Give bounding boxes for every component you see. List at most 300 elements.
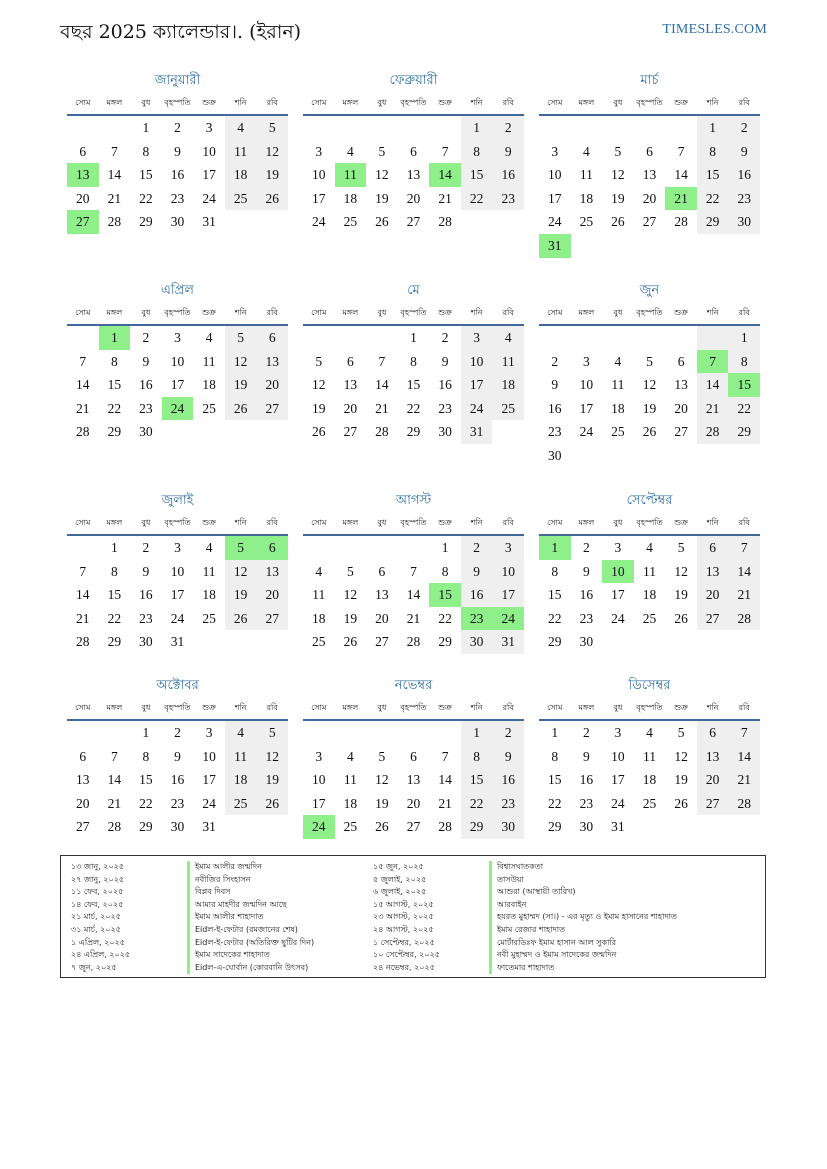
- holiday-name: আরবাইন: [497, 899, 526, 912]
- holiday-day: 21: [665, 187, 697, 211]
- calendar-day: 29: [438, 634, 452, 650]
- calendar-day: 11: [492, 350, 524, 374]
- empty-day: [366, 116, 398, 140]
- weekday-label: সোম: [75, 98, 91, 107]
- empty-day: [634, 326, 666, 350]
- calendar-day: 7: [728, 721, 760, 745]
- calendar-day: 18: [225, 768, 257, 792]
- calendar-day: 25: [611, 424, 625, 440]
- calendar-day: 26: [375, 819, 389, 835]
- calendar-day: 12: [225, 560, 257, 584]
- calendar-day: 1: [142, 725, 150, 740]
- month-block: [539, 70, 760, 258]
- holiday-row: [363, 962, 763, 975]
- calendar-day: 8: [461, 745, 493, 769]
- holiday-day: 1: [539, 536, 571, 560]
- holiday-row: [363, 899, 763, 912]
- calendar-day: 25: [642, 610, 657, 626]
- weekday-label: মঙ্গল: [578, 308, 595, 317]
- calendar-day: 4: [315, 563, 323, 579]
- holiday-day: 24: [492, 607, 524, 631]
- weekday-label: বৃহস্পতি: [164, 518, 191, 527]
- holiday-date: ১৪ ফেব, ২০২৫: [71, 899, 124, 909]
- month-name: ফেব্রুয়ারী: [389, 73, 438, 88]
- calendar-day: 30: [548, 447, 562, 463]
- calendar-day: 12: [674, 563, 688, 579]
- weekday-label: সোম: [75, 518, 91, 527]
- calendar-day: 11: [225, 140, 257, 164]
- calendar-day: 21: [438, 190, 452, 206]
- weekday-header: [539, 697, 760, 721]
- empty-day: [67, 536, 99, 560]
- calendar-day: 5: [225, 326, 257, 350]
- calendar-day: 28: [76, 634, 90, 650]
- weekday-label: মঙ্গল: [106, 518, 123, 527]
- calendar-day: 28: [728, 792, 760, 816]
- calendar-day: 6: [697, 721, 729, 745]
- month-name: নভেম্বর: [394, 678, 433, 693]
- calendar-day: 1: [441, 540, 449, 555]
- day-grid: [539, 721, 760, 839]
- calendar-day: 10: [548, 167, 562, 183]
- calendar-day: 5: [677, 725, 685, 740]
- calendar-day: 2: [142, 330, 150, 345]
- holiday-name: ইমাম আলীর শাহাদাত: [195, 911, 264, 924]
- calendar-day: 19: [674, 772, 688, 788]
- weekday-label: শুক্র: [202, 308, 216, 317]
- calendar-day: 3: [582, 353, 590, 369]
- holiday-row: [61, 937, 401, 950]
- holiday-name: ইমাম রেজার শাহাদাত: [497, 924, 565, 937]
- calendar-day: 21: [107, 190, 122, 206]
- calendar-day: 20: [256, 583, 288, 607]
- calendar-day: 18: [202, 377, 216, 393]
- calendar-day: 4: [646, 725, 653, 740]
- calendar-day: 24: [548, 214, 562, 230]
- empty-day: [67, 326, 99, 350]
- holiday-row: [363, 861, 763, 874]
- calendar-day: 17: [548, 190, 562, 206]
- calendar-day: 5: [256, 721, 288, 745]
- calendar-day: 4: [225, 116, 257, 140]
- empty-day: [665, 326, 697, 350]
- calendar-day: 13: [375, 587, 389, 603]
- calendar-day: 5: [646, 353, 653, 369]
- calendar-day: 22: [107, 400, 122, 416]
- calendar-day: 4: [582, 143, 590, 159]
- calendar-day: 11: [202, 353, 216, 369]
- weekday-label: বুধ: [377, 308, 387, 317]
- holiday-date: ১১ ফেব, ২০২৫: [71, 887, 124, 897]
- calendar-day: 14: [697, 373, 729, 397]
- weekday-label: রবি: [502, 98, 514, 107]
- weekday-label: শনি: [234, 703, 247, 712]
- weekday-label: সোম: [547, 308, 563, 317]
- calendar-day: 30: [139, 634, 153, 650]
- calendar-day: 23: [139, 400, 153, 416]
- month-block: [67, 280, 288, 444]
- empty-day: [335, 116, 367, 140]
- holiday-day: 24: [162, 397, 194, 421]
- calendar-day: 19: [611, 190, 625, 206]
- calendar-day: 13: [674, 377, 688, 393]
- calendar-day: 16: [438, 377, 452, 393]
- weekday-label: শনি: [234, 518, 247, 527]
- calendar-day: 13: [76, 772, 90, 788]
- calendar-day: 8: [551, 563, 559, 579]
- empty-day: [697, 326, 729, 350]
- calendar-day: 4: [205, 330, 213, 345]
- calendar-day: 24: [202, 795, 216, 811]
- weekday-label: শুক্র: [674, 98, 688, 107]
- calendar-day: 21: [76, 400, 90, 416]
- holiday-date: ১৫ জুন, ২০২৫: [373, 862, 424, 871]
- empty-day: [303, 326, 335, 350]
- calendar-day: 21: [697, 397, 729, 421]
- calendar-day: 28: [107, 819, 122, 835]
- holiday-day: 24: [303, 815, 335, 839]
- empty-day: [429, 116, 461, 140]
- empty-day: [303, 116, 335, 140]
- calendar-day: 3: [551, 143, 559, 159]
- holiday-name: বিশ্বাসঘাতকতা: [497, 861, 543, 874]
- weekday-label: মঙ্গল: [342, 703, 359, 712]
- calendar-day: 15: [548, 587, 562, 603]
- calendar-day: 8: [441, 563, 449, 579]
- weekday-label: শনি: [470, 518, 483, 527]
- brand-link[interactable]: TIMESLES.COM: [662, 22, 767, 37]
- calendar-day: 15: [548, 772, 562, 788]
- calendar-day: 5: [346, 563, 354, 579]
- calendar-day: 6: [79, 143, 87, 159]
- calendar-day: 15: [139, 167, 153, 183]
- calendar-day: 1: [697, 116, 729, 140]
- calendar-day: 5: [378, 748, 386, 764]
- weekday-label: বুধ: [377, 703, 387, 712]
- calendar-day: 8: [551, 748, 559, 764]
- holiday-name: Eidল-এ-ঘোর্বান (কোরবানি উৎসব): [195, 962, 308, 975]
- calendar-day: 25: [202, 610, 216, 626]
- calendar-day: 4: [646, 540, 653, 555]
- holiday-date: ১৩ জানু, ২০২৫: [71, 862, 125, 871]
- calendar-day: 22: [438, 610, 452, 626]
- page-title: বছর 2025 ক্যালেন্ডার।. (ইরান): [60, 21, 302, 43]
- month-name: জুন: [639, 283, 660, 298]
- calendar-day: 15: [406, 377, 421, 393]
- calendar-day: 26: [375, 214, 389, 230]
- calendar-day: 28: [438, 819, 452, 835]
- weekday-label: বৃহস্পতি: [636, 308, 663, 317]
- calendar-day: 16: [139, 587, 153, 603]
- calendar-day: 2: [441, 330, 449, 345]
- calendar-day: 28: [107, 214, 122, 230]
- day-grid: [303, 116, 524, 234]
- holiday-day: 31: [539, 234, 571, 258]
- holiday-row: [61, 874, 401, 887]
- weekday-label: শুক্র: [202, 98, 216, 107]
- calendar-day: 25: [312, 634, 326, 650]
- weekday-label: বৃহস্পতি: [164, 98, 191, 107]
- calendar-day: 11: [225, 745, 257, 769]
- weekday-header: [303, 302, 524, 326]
- weekday-label: সোম: [75, 703, 91, 712]
- weekday-label: সোম: [75, 308, 91, 317]
- calendar-day: 6: [79, 748, 87, 764]
- empty-day: [366, 721, 398, 745]
- holiday-day: 23: [461, 607, 493, 631]
- holiday-date: ১ এপ্রিল, ২০২৫: [71, 937, 125, 947]
- weekday-label: বৃহস্পতি: [164, 703, 191, 712]
- calendar-day: 14: [76, 587, 90, 603]
- weekday-header: [539, 92, 760, 116]
- weekday-label: শুক্র: [438, 98, 452, 107]
- calendar-day: 19: [256, 768, 288, 792]
- calendar-day: 27: [76, 819, 90, 835]
- holiday-day: 5: [225, 536, 257, 560]
- calendar-day: 8: [728, 350, 760, 374]
- holiday-day: 13: [67, 163, 99, 187]
- calendar-day: 1: [461, 116, 493, 140]
- calendar-day: 20: [375, 610, 389, 626]
- calendar-day: 20: [406, 795, 421, 811]
- month-block: [539, 490, 760, 654]
- holiday-date: ৫ জুলাই, ২০২৫: [373, 874, 427, 884]
- calendar-day: 4: [346, 748, 354, 764]
- calendar-day: 13: [406, 167, 421, 183]
- calendar-day: 10: [611, 748, 625, 764]
- weekday-header: [67, 697, 288, 721]
- empty-day: [398, 721, 430, 745]
- calendar-day: 22: [548, 610, 562, 626]
- month-name: জুলাই: [161, 493, 194, 508]
- calendar-day: 12: [225, 350, 257, 374]
- calendar-day: 12: [256, 745, 288, 769]
- calendar-day: 28: [375, 424, 389, 440]
- calendar-day: 20: [343, 400, 358, 416]
- calendar-day: 7: [677, 143, 685, 159]
- empty-day: [634, 116, 666, 140]
- calendar-day: 18: [642, 587, 657, 603]
- holiday-list: [60, 855, 766, 978]
- calendar-day: 27: [697, 792, 729, 816]
- calendar-day: 9: [441, 353, 449, 369]
- calendar-day: 29: [406, 424, 421, 440]
- calendar-day: 6: [256, 326, 288, 350]
- calendar-day: 16: [728, 163, 760, 187]
- calendar-day: 3: [315, 748, 323, 764]
- calendar-day: 10: [170, 353, 185, 369]
- weekday-label: বৃহস্পতি: [164, 308, 191, 317]
- calendar-day: 2: [174, 120, 181, 135]
- weekday-label: বৃহস্পতি: [636, 703, 663, 712]
- calendar-day: 16: [579, 772, 594, 788]
- calendar-day: 11: [611, 377, 625, 393]
- calendar-day: 11: [312, 587, 326, 603]
- weekday-label: সোম: [311, 518, 327, 527]
- weekday-label: রবি: [738, 98, 750, 107]
- day-grid: [539, 116, 760, 258]
- weekday-label: সোম: [547, 703, 563, 712]
- calendar-day: 13: [256, 350, 288, 374]
- weekday-label: বৃহস্পতি: [400, 98, 427, 107]
- calendar-day: 23: [579, 610, 594, 626]
- holiday-day: 11: [335, 163, 367, 187]
- calendar-day: 2: [174, 725, 181, 740]
- calendar-day: 20: [697, 768, 729, 792]
- calendar-day: 23: [139, 610, 153, 626]
- calendar-day: 1: [110, 540, 118, 555]
- calendar-day: 23: [548, 424, 562, 440]
- month-name: আগস্ট: [395, 493, 432, 508]
- calendar-day: 8: [461, 140, 493, 164]
- holiday-row: [363, 886, 763, 899]
- calendar-day: 17: [312, 190, 326, 206]
- holiday-day: 14: [429, 163, 461, 187]
- holiday-name: Eidল-ই-ফেটার (অতিরিক্ত ছুটির দিন): [195, 937, 314, 950]
- month-name: মে: [407, 283, 420, 298]
- calendar-day: 23: [492, 792, 524, 816]
- holiday-row: [363, 937, 763, 950]
- calendar-day: 3: [614, 540, 622, 555]
- calendar-day: 8: [410, 353, 417, 369]
- calendar-day: 20: [76, 795, 90, 811]
- calendar-day: 26: [312, 424, 326, 440]
- calendar-day: 19: [642, 400, 657, 416]
- empty-day: [602, 326, 634, 350]
- holiday-row: [61, 962, 401, 975]
- calendar-day: 15: [461, 163, 493, 187]
- calendar-day: 2: [492, 116, 524, 140]
- weekday-label: শুক্র: [438, 518, 452, 527]
- weekday-label: বৃহস্পতি: [400, 308, 427, 317]
- holiday-row: [363, 911, 763, 924]
- calendar-day: 26: [674, 795, 688, 811]
- day-grid: [67, 326, 288, 444]
- holiday-row: [61, 861, 401, 874]
- month-name: জানুয়ারী: [154, 73, 201, 88]
- calendar-day: 21: [76, 610, 90, 626]
- calendar-day: 21: [406, 610, 421, 626]
- calendar-day: 18: [492, 373, 524, 397]
- calendar-day: 14: [438, 772, 452, 788]
- calendar-day: 19: [256, 163, 288, 187]
- calendar-day: 12: [375, 167, 389, 183]
- weekday-label: রবি: [266, 98, 278, 107]
- empty-day: [335, 326, 367, 350]
- calendar-day: 6: [410, 143, 417, 159]
- month-block: [539, 675, 760, 839]
- calendar-day: 23: [438, 400, 452, 416]
- weekday-label: বুধ: [613, 98, 623, 107]
- calendar-day: 21: [438, 795, 452, 811]
- weekday-label: বুধ: [141, 98, 151, 107]
- calendar-day: 31: [202, 214, 216, 230]
- calendar-day: 3: [461, 326, 493, 350]
- holiday-day: 1: [99, 326, 131, 350]
- empty-day: [539, 116, 571, 140]
- calendar-day: 18: [312, 610, 326, 626]
- weekday-label: শুক্র: [202, 703, 216, 712]
- calendar-day: 7: [79, 353, 87, 369]
- calendar-day: 4: [492, 326, 524, 350]
- holiday-name: Eidল-ই-ফেটার (রমজানের শেষ): [195, 924, 298, 937]
- calendar-day: 2: [551, 353, 559, 369]
- calendar-day: 30: [492, 815, 524, 839]
- month-block: [303, 675, 524, 839]
- weekday-header: [303, 512, 524, 536]
- calendar-day: 5: [256, 116, 288, 140]
- calendar-day: 23: [728, 187, 760, 211]
- calendar-day: 12: [256, 140, 288, 164]
- holiday-day: 6: [256, 536, 288, 560]
- calendar-day: 6: [646, 143, 653, 159]
- month-block: [303, 280, 524, 444]
- calendar-day: 1: [461, 721, 493, 745]
- calendar-day: 2: [582, 540, 590, 555]
- month-name: অক্টোবর: [156, 678, 199, 693]
- calendar-day: 27: [406, 819, 421, 835]
- calendar-day: 27: [406, 214, 421, 230]
- calendar-day: 24: [579, 424, 594, 440]
- calendar-day: 17: [170, 377, 185, 393]
- calendar-day: 11: [642, 748, 656, 764]
- calendar-day: 28: [438, 214, 452, 230]
- empty-day: [67, 721, 99, 745]
- calendar-day: 24: [312, 214, 326, 230]
- calendar-day: 25: [225, 187, 257, 211]
- calendar-day: 25: [225, 792, 257, 816]
- empty-day: [429, 721, 461, 745]
- calendar-day: 29: [548, 634, 562, 650]
- calendar-day: 3: [174, 540, 181, 555]
- calendar-day: 30: [170, 214, 185, 230]
- holiday-day: 10: [602, 560, 634, 584]
- empty-day: [602, 116, 634, 140]
- calendar-day: 26: [674, 610, 688, 626]
- weekday-label: শুক্র: [438, 703, 452, 712]
- calendar-day: 6: [697, 536, 729, 560]
- calendar-day: 7: [441, 143, 449, 159]
- day-grid: [67, 536, 288, 654]
- holiday-day: 7: [697, 350, 729, 374]
- calendar-day: 21: [728, 583, 760, 607]
- calendar-day: 17: [202, 772, 216, 788]
- weekday-header: [67, 92, 288, 116]
- calendar-day: 26: [225, 607, 257, 631]
- weekday-label: রবি: [502, 703, 514, 712]
- weekday-label: মঙ্গল: [106, 98, 123, 107]
- calendar-day: 12: [642, 377, 657, 393]
- calendar-day: 2: [582, 725, 590, 740]
- weekday-label: রবি: [266, 308, 278, 317]
- day-grid: [303, 536, 524, 654]
- holiday-row: [363, 949, 763, 962]
- calendar-day: 9: [582, 563, 590, 579]
- calendar-day: 17: [170, 587, 185, 603]
- calendar-day: 3: [205, 120, 213, 135]
- calendar-day: 22: [548, 795, 562, 811]
- calendar-day: 10: [170, 563, 185, 579]
- calendar-day: 7: [441, 748, 449, 764]
- calendar-day: 6: [378, 563, 386, 579]
- calendar-day: 5: [677, 540, 685, 555]
- holiday-name: ইমাম আলীর জন্মদিন: [195, 861, 262, 874]
- day-grid: [539, 326, 760, 468]
- calendar-day: 30: [728, 210, 760, 234]
- calendar-day: 24: [611, 795, 625, 811]
- holiday-name: ইমাম সাদেকের শাহাদাত: [195, 949, 270, 962]
- weekday-label: বুধ: [613, 518, 623, 527]
